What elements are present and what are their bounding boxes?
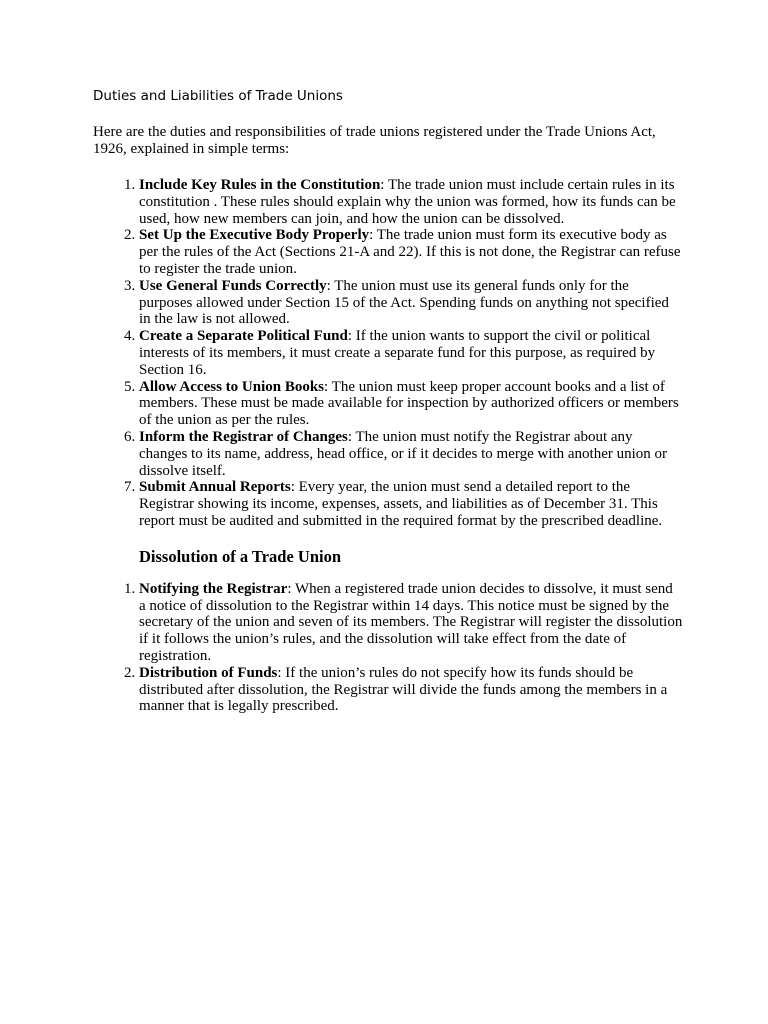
list-item — [139, 227, 683, 277]
list-item — [139, 429, 683, 479]
item-text: : If the union’s rules do not specify how its funds should be distributed after dissolution, the Registrar will divide the funds among the members in a manner that is legally prescribed. — [139, 664, 668, 715]
list-item — [139, 581, 683, 665]
item-text: : The trade union must form its executive body as per the rules of the Act (Sections 21-A and 22). If this is not done, the Registrar can refuse to register the trade union. — [139, 227, 681, 277]
item-title: Create a Separate Political Fund — [139, 328, 348, 345]
item-text: : Every year, the union must send a detailed report to the Registrar showing its income, expenses, assets, and liabilities as of December 31. This report must be audited and submitted in the required format by the prescribed deadline. — [139, 479, 663, 529]
item-text: : If the union wants to support the civil or political interests of its members, it must create a separate fund for this purpose, as required by Section 16. — [139, 328, 656, 378]
list-item — [139, 479, 683, 529]
item-title: Set Up the Executive Body Properly — [139, 227, 370, 244]
intro-paragraph: Here are the duties and responsibilities of trade unions registered under the Trade Unions Act, 1926, explained in simple terms: — [93, 124, 656, 157]
list-item — [139, 278, 683, 328]
document-page — [93, 87, 683, 715]
item-text: : The union must notify the Registrar about any changes to its name, address, head office, or if it decides to merge with another union or dissolve itself. — [139, 428, 668, 479]
item-text: : The trade union must include certain rules in its constitution . These rules should explain why the union was formed, how its funds can be used, how new members can join, and how the union can be dissolved. — [139, 177, 676, 227]
item-title: Allow Access to Union Books — [139, 378, 325, 395]
dissolution-list — [93, 581, 683, 715]
item-title: Distribution of Funds — [139, 664, 278, 681]
list-item — [139, 328, 683, 378]
duties-list — [93, 177, 683, 530]
item-text: : The union must keep proper account books and a list of members. These must be made available for inspection by authorized officers or members of the union as per the rules. — [139, 378, 679, 429]
list-item — [139, 665, 683, 715]
document-title: Duties and Liabilities of Trade Unions — [93, 88, 343, 104]
item-title: Inform the Registrar of Changes — [139, 428, 348, 445]
item-title: Include Key Rules in the Constitution — [139, 177, 381, 193]
list-item — [139, 177, 683, 227]
item-text: : The union must use its general funds only for the purposes allowed under Section 15 of the Act. Spending funds on anything not specified in the law is not allowed. — [139, 277, 669, 328]
list-item — [139, 379, 683, 429]
item-title: Notifying the Registrar — [139, 580, 288, 597]
item-text: : When a registered trade union decides to dissolve, it must send a notice of dissolution to the Registrar within 14 days. This notice must be signed by the secretary of the union and seven of its members. The Registrar will register the dissolution if it follows the union’s rules, and the dissolution will take effect from the date of registration. — [139, 580, 683, 664]
item-title: Submit Annual Reports — [139, 479, 291, 496]
item-title: Use General Funds Correctly — [139, 277, 327, 294]
dissolution-heading: Dissolution of a Trade Union — [139, 546, 342, 566]
